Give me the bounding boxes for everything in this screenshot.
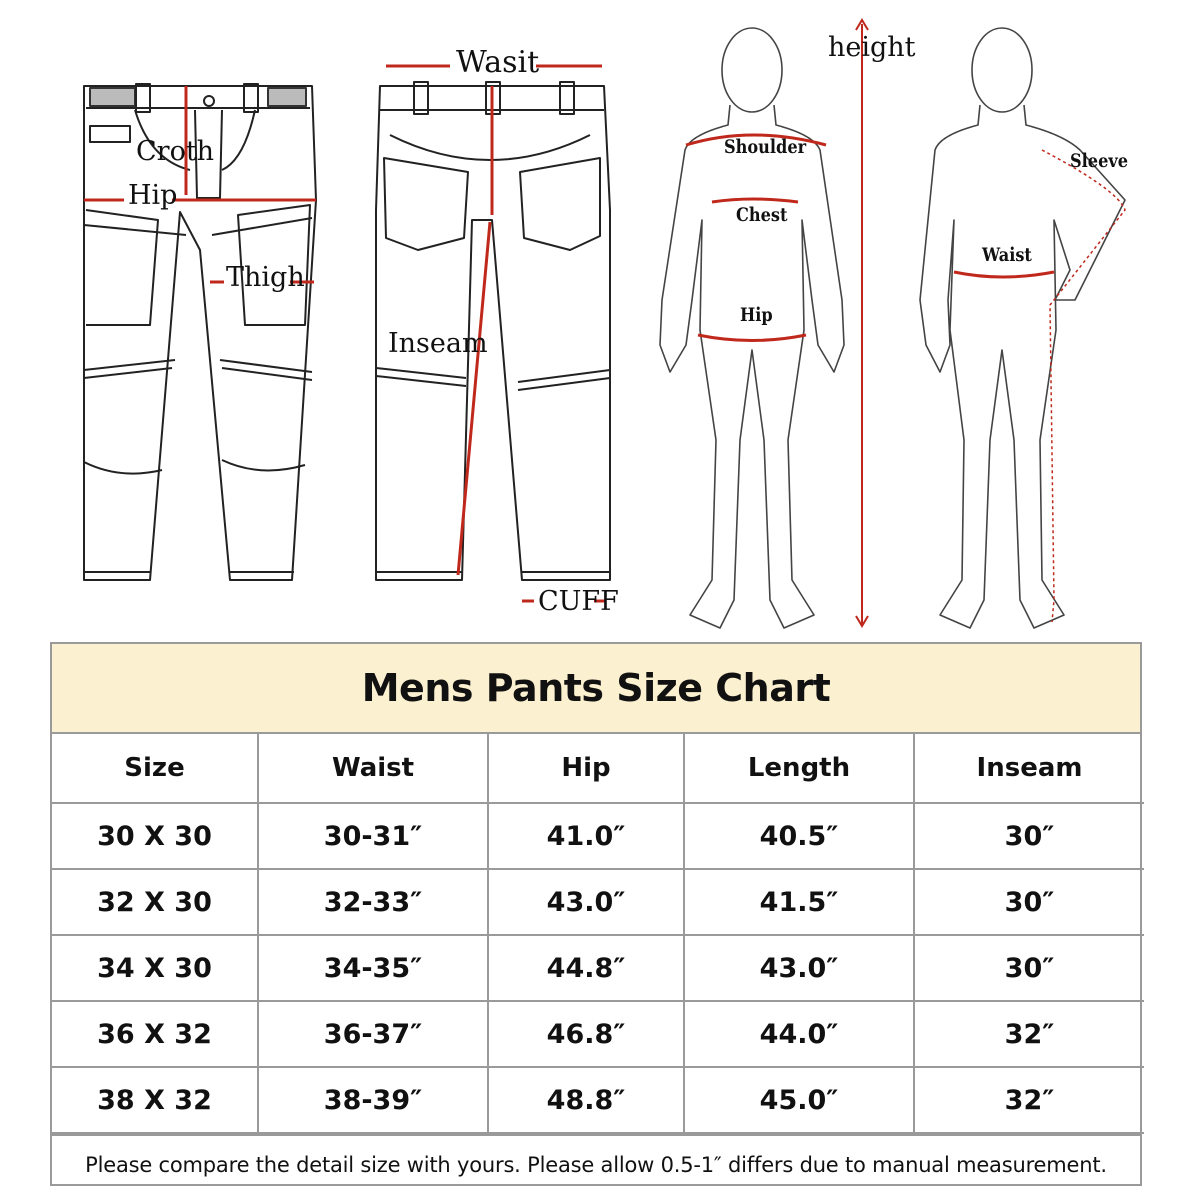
header-waist: Waist [258,734,488,803]
cell-hip: 43.0″ [488,869,684,935]
header-size: Size [52,734,258,803]
back-body-drawing [920,28,1125,628]
cell-size: 34 X 30 [52,935,258,1001]
cell-length: 44.0″ [684,1001,914,1067]
label-chest: Chest [736,204,788,226]
cell-length: 40.5″ [684,803,914,869]
cell-length: 43.0″ [684,935,914,1001]
cell-hip: 46.8″ [488,1001,684,1067]
cell-hip: 41.0″ [488,803,684,869]
label-cuff: CUFF [538,586,619,617]
cell-waist: 32-33″ [258,869,488,935]
cell-size: 32 X 30 [52,869,258,935]
cell-waist: 36-37″ [258,1001,488,1067]
table-row [52,1067,1144,1133]
cell-inseam: 30″ [914,803,1144,869]
cell-waist: 30-31″ [258,803,488,869]
header-row [52,734,1144,803]
measurement-note: Please compare the detail size with yours. Please allow 0.5-1″ differs due to manual measurement. [52,1134,1140,1194]
cell-inseam: 32″ [914,1001,1144,1067]
cell-length: 45.0″ [684,1067,914,1133]
cell-inseam: 30″ [914,935,1144,1001]
label-waist-pants: Wasit [456,45,540,80]
label-inseam: Inseam [388,328,488,359]
front-body-drawing [660,28,844,628]
cell-hip: 48.8″ [488,1067,684,1133]
cell-size: 38 X 32 [52,1067,258,1133]
size-chart [50,642,1142,1186]
label-hip-pants: Hip [128,180,178,211]
table-row [52,803,1144,869]
label-sleeve: Sleeve [1070,150,1129,172]
cell-hip: 44.8″ [488,935,684,1001]
label-thigh: Thigh [226,262,305,293]
label-height: height [828,32,916,63]
table-row [52,1001,1144,1067]
cell-inseam: 32″ [914,1067,1144,1133]
cell-waist: 38-39″ [258,1067,488,1133]
cell-size: 36 X 32 [52,1001,258,1067]
header-hip: Hip [488,734,684,803]
table-row [52,869,1144,935]
cell-inseam: 30″ [914,869,1144,935]
label-waist-body: Waist [982,244,1032,266]
table-row [52,935,1144,1001]
size-table [52,734,1144,1134]
cell-length: 41.5″ [684,869,914,935]
cell-waist: 34-35″ [258,935,488,1001]
chart-title: Mens Pants Size Chart [52,644,1140,734]
label-hip-body: Hip [740,304,773,326]
label-croth: Croth [136,136,215,167]
label-shoulder: Shoulder [724,136,807,158]
cell-size: 30 X 30 [52,803,258,869]
header-inseam: Inseam [914,734,1144,803]
header-length: Length [684,734,914,803]
